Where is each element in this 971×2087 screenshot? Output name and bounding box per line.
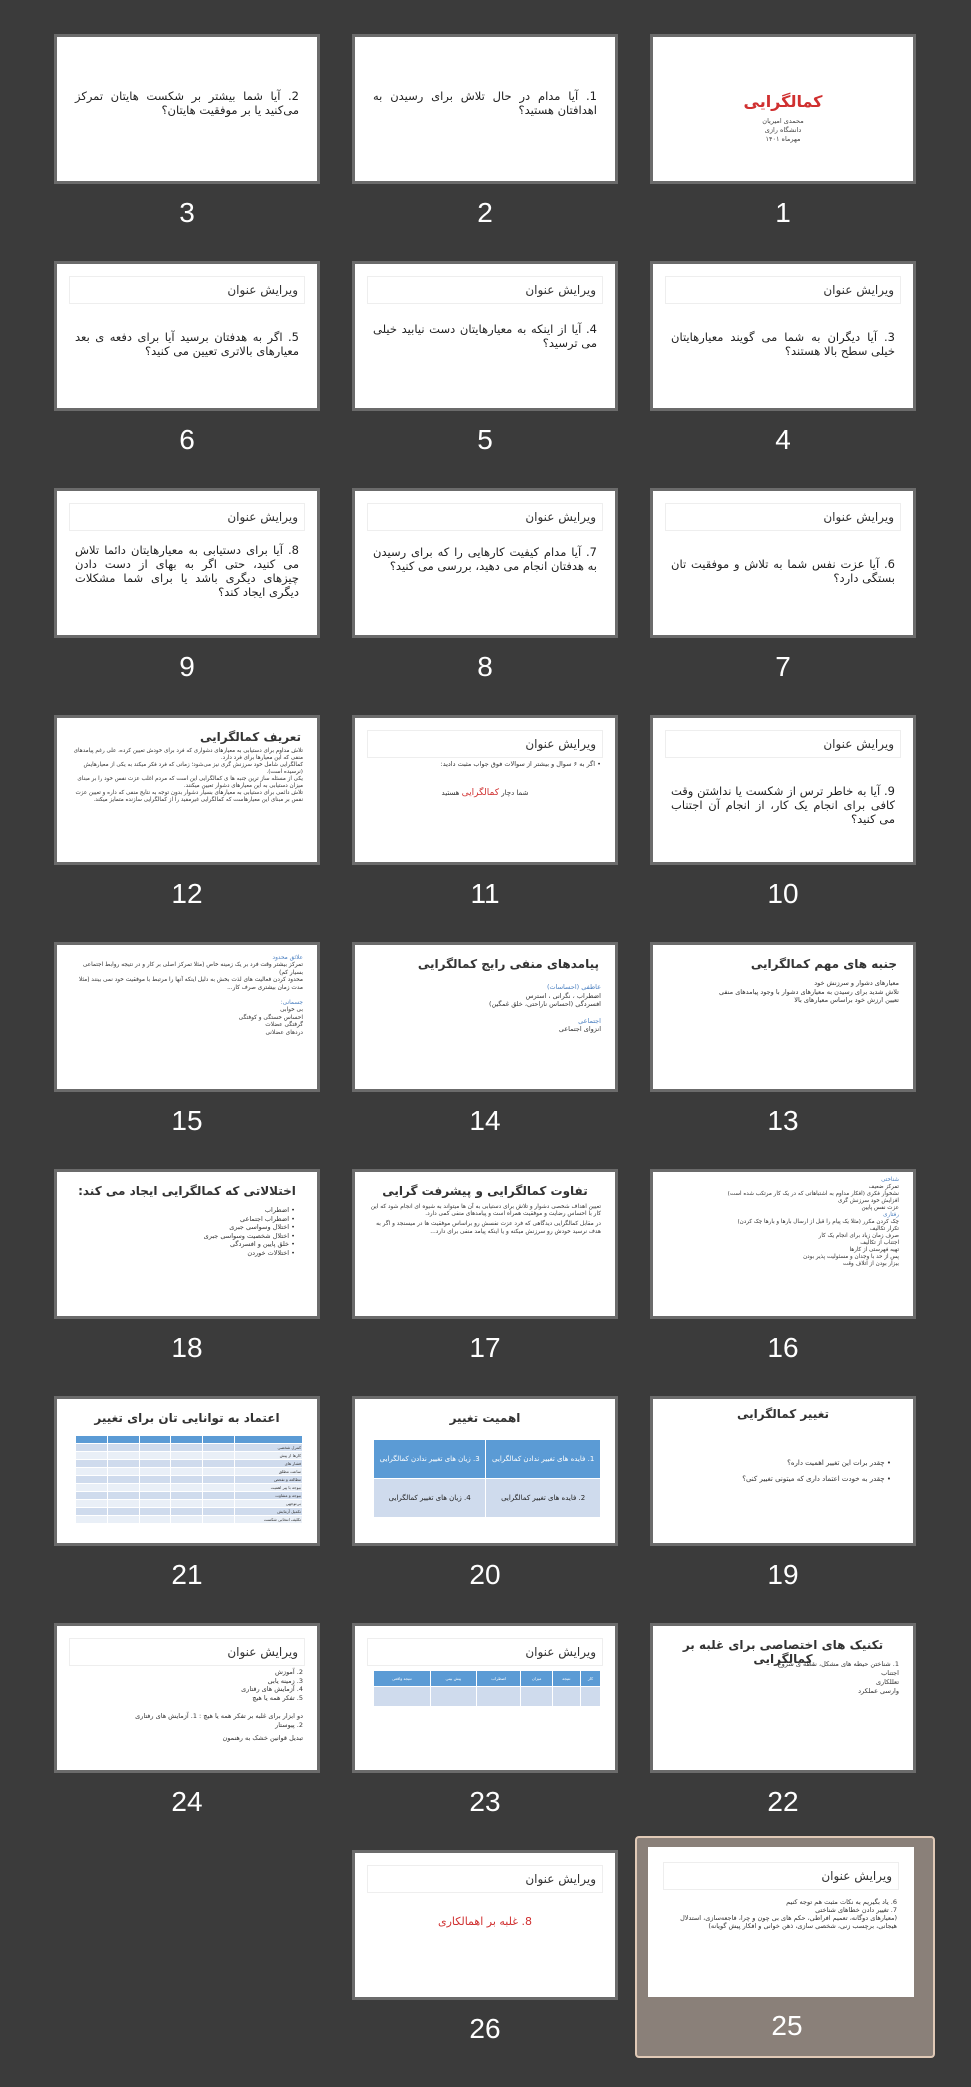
slide-header: ویرایش عنوان (367, 1638, 603, 1666)
slide-preview (352, 715, 618, 865)
slide-preview (352, 34, 618, 184)
slide-header: ویرایش عنوان (69, 1638, 305, 1666)
slide-title: کمالگرایی (743, 92, 823, 111)
slide-title: اعتماد به توانایی تان برای تغییر (94, 1411, 280, 1425)
slide-preview (352, 1169, 618, 1319)
slide-thumbnail-2[interactable] (337, 22, 633, 248)
slide-number: 18 (171, 1332, 203, 1363)
slide-thumbnail-5[interactable] (337, 249, 633, 475)
slide-title: اختلالاتی که کمالگرایی ایجاد می کند: (78, 1184, 296, 1198)
slide-preview (352, 488, 618, 638)
slide-number: 12 (171, 878, 203, 909)
slide-number: 14 (469, 1105, 501, 1136)
slide-preview (650, 488, 916, 638)
slide-number: 22 (767, 1786, 799, 1817)
slide-number: 19 (767, 1559, 799, 1590)
slide-number: 6 (179, 424, 195, 455)
slide-thumbnail-24[interactable] (39, 1611, 335, 1837)
slide-number: 8 (477, 651, 493, 682)
slide-thumbnail-7[interactable] (635, 476, 931, 702)
slide-bullets: • اضطراب • اضطراب اجتماعی • اختلال وسواسی جبری • اختلال شخصیت وسواسی جبری • خلق پایین و افسردگی • اختلالات خوردن (203, 1206, 295, 1257)
slide-thumbnail-26[interactable] (337, 1838, 633, 2064)
slide-number: 23 (469, 1786, 501, 1817)
slide-thumbnail-18[interactable] (39, 1157, 335, 1383)
slide-title: پیامدهای منفی رایج کمالگرایی (417, 957, 599, 971)
slide-thumbnail-25[interactable] (635, 1836, 935, 2058)
slide-thumbnail-13[interactable] (635, 930, 931, 1156)
slide-preview (650, 261, 916, 411)
slide-header: ویرایش عنوان (367, 1865, 603, 1893)
slide-title: تفاوت کمالگرایی و پیشرفت گرایی (382, 1184, 588, 1198)
slide-thumbnail-3[interactable] (39, 22, 335, 248)
slide-preview (650, 942, 916, 1092)
slide-body-text: 5. اگر به هدفتان برسید آیا برای دفعه ی بعد معیارهای بالاتری تعیین می کنید؟ (75, 330, 299, 358)
slide-body-text: 2. آیا شما بیشتر بر شکست هایتان تمرکز می‌کنید یا بر موفقیت هایتان؟ (75, 89, 299, 117)
slide-preview (54, 34, 320, 184)
slide-thumbnail-20[interactable] (337, 1384, 633, 1610)
slide-preview (54, 1169, 320, 1319)
slide-body: عاطفی (احساسات) اضطراب ، نگرانی ، استرس افسردگی (احساس ناراحتی، خلق غمگین) اجتماعی انزوای اجتماعی (488, 983, 601, 1033)
slide-thumbnail-6[interactable] (39, 249, 335, 475)
slide-number: 7 (775, 651, 791, 682)
slide-thumbnail-19[interactable] (635, 1384, 931, 1610)
slide-body: معیارهای دشوار و سرزنش خود تلاش شدید برای رسیدن به معیارهای دشوار با وجود پیامدهای منفی تعیین ارزش خود براساس معیارهای بالا (718, 979, 899, 1004)
slide-preview (650, 34, 916, 184)
slide-thumbnail-12[interactable] (39, 703, 335, 929)
slide-header: ویرایش عنوان (367, 276, 603, 304)
slide-header: ویرایش عنوان (69, 503, 305, 531)
slide-preview (650, 1396, 916, 1546)
slide-thumbnail-9[interactable] (39, 476, 335, 702)
slide-title: اهمیت تغییر (449, 1411, 521, 1425)
slide-body: 2. آموزش 3. زمینه یابی 4. آزمایش های رفتاری 5. تفکر همه یا هیچ دو ابزار برای غلبه بر تفکر همه یا هیچ : 1. آزمایش های رفتاری 2. پیوستار تبدیل قوانین خشک به رهنمون (135, 1668, 303, 1742)
slide-header: ویرایش عنوان (69, 276, 305, 304)
slide-number: 15 (171, 1105, 203, 1136)
slide-title: تعریف کمالگرایی (200, 730, 301, 744)
slide-bullets: • چقدر برات این تغییر اهمیت داره؟ • چقدر به خودت اعتماد داری که میتونی تغییر کنی؟ (742, 1459, 891, 1483)
slide-preview (352, 942, 618, 1092)
slide-header: ویرایش عنوان (367, 503, 603, 531)
slide-preview (54, 488, 320, 638)
slide-number: 2 (477, 197, 493, 228)
slide-thumbnail-16[interactable] (635, 1157, 931, 1383)
importance-table (373, 1439, 601, 1518)
slide-preview (54, 942, 320, 1092)
slide-thumbnail-15[interactable] (39, 930, 335, 1156)
slide-header: ویرایش عنوان (367, 730, 603, 758)
slide-body-text: 7. آیا مدام کیفیت کارهایی را که برای رسیدن به هدفتان انجام می دهید، بررسی می کنید؟ (373, 545, 597, 573)
slide-body-text: 8. غلبه بر اهمالکاری (438, 1915, 532, 1928)
slide-number: 25 (771, 2010, 803, 2041)
slide-number: 20 (469, 1559, 501, 1590)
slide-body-text: 3. آیا دیگران به شما می گویند معیارهایتان خیلی سطح بالا هستند؟ (671, 330, 895, 358)
slide-body-text: 1. آیا مدام در حال تلاش برای رسیدن به اهدافتان هستید؟ (373, 89, 597, 117)
slide-thumbnail-11[interactable] (337, 703, 633, 929)
slide-number: 21 (171, 1559, 203, 1590)
slide-body-text: 8. آیا برای دستیابی به معیارهایتان دائما تلاش می کنید، حتی اگر به بهای از دست دادن چیزهای دیگری باشد یا برای شما مشکلات دیگری ایجاد کند؟ (75, 543, 299, 599)
slide-body: شناختی تمرکز ضعیف نشخوار فکری (افکار مداوم به اشتباهاتی که در یک کار مرتکب شده است) افزایش خود سرزنش گری عزت نفس پایین رفتاری چک کردن مکرر (مثلا یک پیام را قبل از ارسال بارها و بارها چک کردن) تکرار تکالیف صرف زمان زیاد برای انجام یک کار اجتناب از تکالیف تهیه فهرستی از کارها پس از حد با وجدان و مسئولیت پذیر بودن بیزار بودن از اتلاف وقت (727, 1177, 899, 1267)
table-cell: 1. فایده های تغییر ندادن کمالگرایی (486, 1440, 601, 1479)
slide-body: علائق محدود تمرکز بیشتر وقت فرد بر یک زمینه خاص (مثلا تمرکز اصلی بر کار و در نتیجه روابط اجتماعی بسیار کم) محدود کردن فعالیت های لذت بخش به دلیل اینکه آنها را مرتبط با موفقیت خود نمی بینند (مثلا مدت زمان بیشتری صرف کار... جسمانی: بی خوابی احساس خستگی و کوفتگی گرفتگی عضلات دردهای عضلانی (78, 955, 303, 1036)
slide-preview (54, 715, 320, 865)
slide-preview (54, 261, 320, 411)
slide-title: تکنیک های اختصاصی برای غلبه بر کمالگرایی (682, 1638, 884, 1666)
slide-number: 10 (767, 878, 799, 909)
slide-number: 4 (775, 424, 791, 455)
slide-body: 1. شناختن حیطه های مشکل، نقطه ی شروع اجتناب تعللکاری وارسی عملکرد (777, 1660, 899, 1695)
slide-preview (650, 1169, 916, 1319)
slide-number: 13 (767, 1105, 799, 1136)
slide-number: 5 (477, 424, 493, 455)
slide-number: 9 (179, 651, 195, 682)
slide-number: 11 (470, 878, 500, 909)
slide-thumbnail-10[interactable] (635, 703, 931, 929)
slide-number: 3 (179, 197, 195, 228)
slide-preview (54, 1623, 320, 1773)
slide-body: 6. یاد بگیریم به نکات مثبت هم توجه کنیم 7. تغییر دادن خطاهای شناختی (معیارهای دوگانه، تعمیم افراطی، حکم های بی چون و چرا، فاجعه‌سازی، استدلال هیجانی، برچسب زنی، شخصی سازی، ذهن خوانی و افکار پیش گویانه) (680, 1898, 897, 1930)
slide-thumbnail-22[interactable] (635, 1611, 931, 1837)
slide-title: جنبه های مهم کمالگرایی (750, 957, 897, 971)
slide-preview (352, 1623, 618, 1773)
slide-body: تلاش مداوم برای دستیابی به معیارهای دشواری که فرد برای خودش تعیین کرده، علی رغم پیامدهای منفی که این معیارها برای فرد دارد. کمالگرایی شامل خود سرزنش گری نیز می‌شود؛ زمانی که فرد فکر میکند به یکی از معیارهایش (نرسیده است). یکی از مسئله ساز ترین جنبه ها ی کمالگرایی این است که مردم اغلب عزت نفس خود را بر مبنای میزان دستیابی به این معیارهای دشوار تعیین میکنند. تلاش دائمی برای دستیابی به معیارهای بسیار دشوار بدون توجه به نتایج منفی که داره و تعیین عزت نفس بر مبنای این معیارهاست که کمالگرایی غیرمفید را از کمالگرایی سازنده متمایز میکند. (73, 748, 303, 803)
slide-thumbnail-17[interactable] (337, 1157, 633, 1383)
table-cell: 3. زیان های تغییر ندادن کمالگرایی (374, 1440, 486, 1479)
slide-thumbnail-14[interactable] (337, 930, 633, 1156)
slide-number: 17 (469, 1332, 501, 1363)
slide-thumbnail-23[interactable] (337, 1611, 633, 1837)
slide-subtitle: محمدی امیریان دانشگاه رازی مهرماه ۱۴۰۱ (762, 117, 804, 143)
slide-body-text: 4. آیا از اینکه به معیارهایتان دست نیابید خیلی می ترسید؟ (373, 322, 597, 350)
slide-preview (352, 1850, 618, 2000)
slide-header: ویرایش عنوان (665, 276, 901, 304)
slide-header: ویرایش عنوان (665, 730, 901, 758)
slide-preview (648, 1847, 914, 1997)
slide-thumbnail-8[interactable] (337, 476, 633, 702)
slide-title: تغییر کمالگرایی (737, 1407, 829, 1421)
slide-body-text: 6. آیا عزت نفس شما به تلاش و موفقیت تان بستگی دارد؟ (671, 557, 895, 585)
slide-bullet: • اگر به ۶ سوال و بیشتر از سوالات فوق جواب مثبت دادید: (440, 760, 601, 768)
slide-number: 26 (469, 2013, 501, 2044)
slide-thumbnail-21[interactable] (39, 1384, 335, 1610)
record-table: کار نتیجه میزان اضطراب پیش بینی نتیجه واقعی (373, 1670, 601, 1707)
slide-thumbnail-4[interactable] (635, 249, 931, 475)
slide-thumbnail-1[interactable] (635, 22, 931, 248)
slide-number: 24 (171, 1786, 203, 1817)
slide-preview (352, 261, 618, 411)
table-cell: 4. زیان های تغییر کمالگرایی (374, 1479, 486, 1518)
slide-preview (352, 1396, 618, 1546)
slide-body-text: 9. آیا به خاطر ترس از شکست یا نداشتن وقت کافی برای انجام یک کار، از انجام آن اجتناب می کنید؟ (671, 784, 895, 826)
slide-preview (54, 1396, 320, 1546)
slide-body: تعیین اهداف شخصی دشوار و تلاش برای دستیابی به آن ها میتواند به شیوه ای انجام شود که این کار با احساس رضایت و موفقیت همراه است و پیامدهای منفی کمی دارد. در مقابل کمالگرایی دیدگاهی که فرد عزت نفسش رو براساس موفقیت ها در میسنجد و اگر به هدف نرسید خودش رو سرزنش میکنه و یا اینکه پیامد منفی برای دارد... (370, 1204, 601, 1235)
slide-number: 1 (775, 197, 791, 228)
slide-header: ویرایش عنوان (663, 1862, 899, 1890)
slide-preview (650, 1623, 916, 1773)
slide-preview (650, 715, 916, 865)
slide-header: ویرایش عنوان (665, 503, 901, 531)
table-cell: 2. فایده های تغییر کمالگرایی (486, 1479, 601, 1518)
slide-number: 16 (767, 1332, 799, 1363)
slide-conclusion: شما دچار کمالگرایی هستید (441, 788, 529, 798)
confidence-table: کنترل شخصی کارها از پیش فشار های ساعت مطلق مطالعه و تفحص بیوجه با پیر اهمیت بیوجه و متفاوت بی‌توجهی تکمیل آزمایش تکلیف انتخابی شکست (75, 1435, 303, 1524)
